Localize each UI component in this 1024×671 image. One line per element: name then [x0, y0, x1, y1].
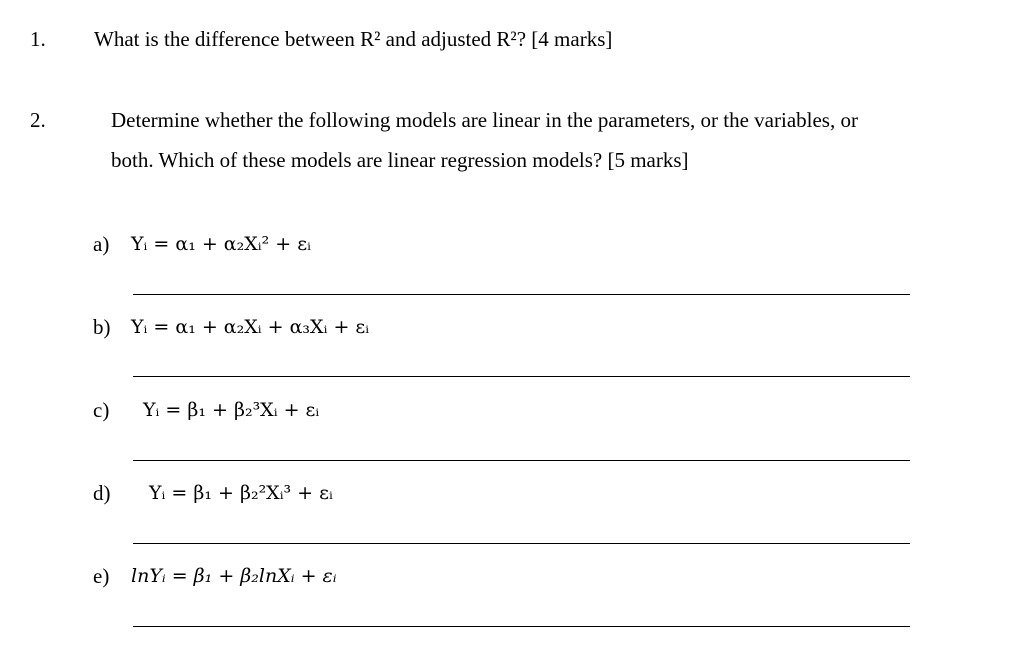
question-2-text-line2: both. Which of these models are linear regression models? [5 marks] — [111, 148, 689, 172]
model-c-label: c) — [93, 398, 110, 422]
model-e-label: e) — [93, 564, 110, 588]
model-c-equation: Yᵢ = β₁ + β₂³Xᵢ + εᵢ — [143, 399, 320, 421]
model-a-equation: Yᵢ = α₁ + α₂Xᵢ² + εᵢ — [131, 233, 311, 255]
answer-line-a[interactable] — [133, 294, 910, 295]
answer-line-d[interactable] — [133, 543, 910, 544]
model-e-equation: lnYᵢ = β₁ + β₂lnXᵢ + εᵢ — [131, 565, 337, 587]
answer-line-c[interactable] — [133, 460, 910, 461]
model-d-equation: Yᵢ = β₁ + β₂²Xᵢ³ + εᵢ — [149, 482, 333, 504]
model-b-label: b) — [93, 315, 111, 339]
question-2-text-line1: Determine whether the following models are linear in the parameters, or the variables, or — [111, 108, 858, 132]
answer-line-e[interactable] — [133, 626, 910, 627]
model-d-label: d) — [93, 481, 111, 505]
question-2-number: 2. — [30, 108, 46, 132]
model-a-label: a) — [93, 232, 110, 256]
model-b-equation: Yᵢ = α₁ + α₂Xᵢ + α₃Xᵢ + εᵢ — [131, 316, 370, 338]
answer-line-b[interactable] — [133, 376, 910, 377]
question-1-number: 1. — [30, 27, 46, 51]
question-1-text: What is the difference between R² and adjusted R²? [4 marks] — [94, 27, 613, 51]
